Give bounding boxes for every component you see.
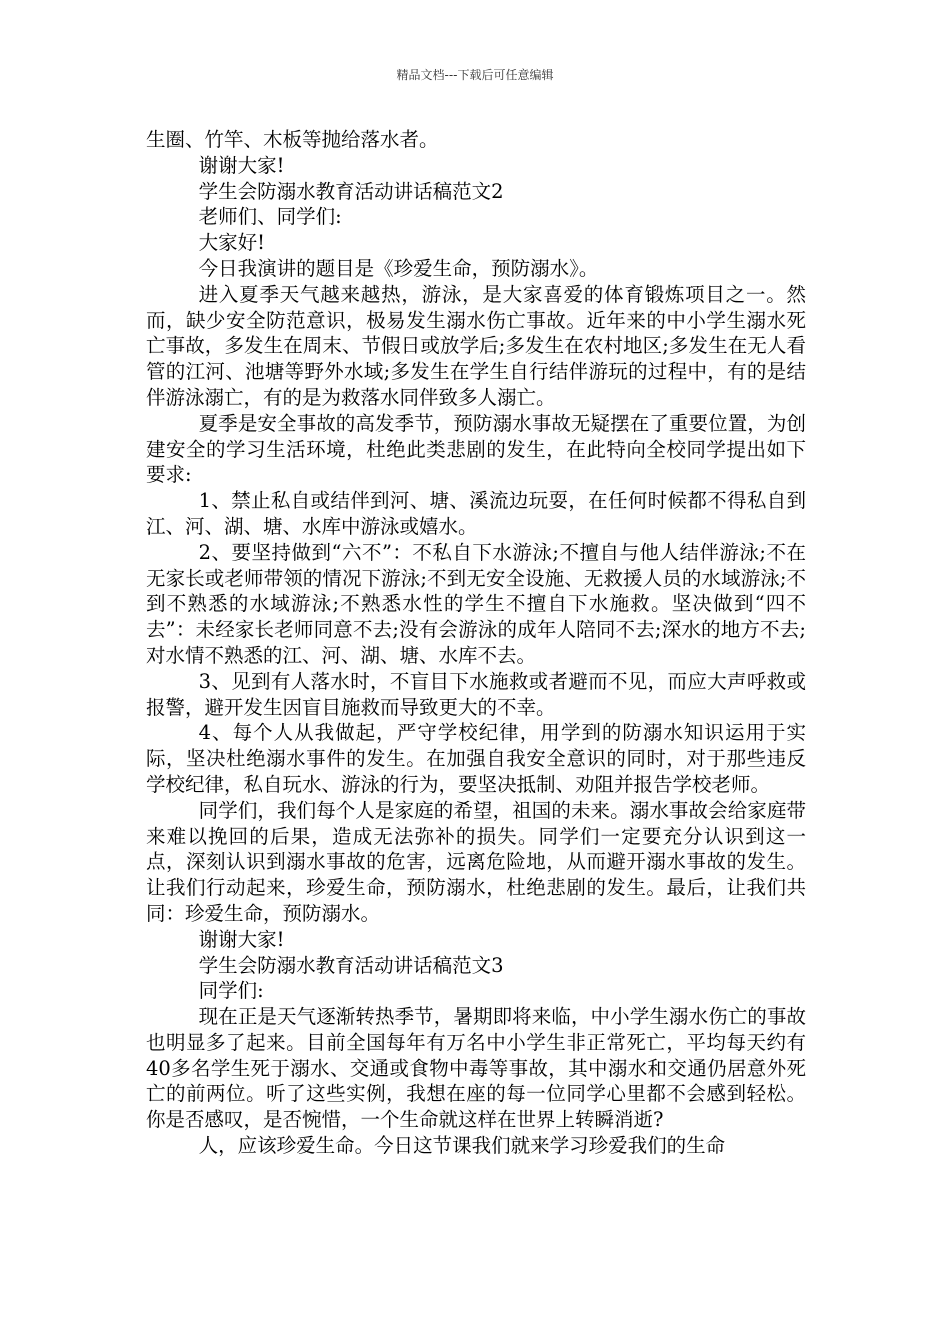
page-header: 精品文档---下载后可任意编辑 (396, 68, 554, 82)
paragraph-requirements-intro: 夏季是安全事故的高发季节，预防溺水事故无疑摆在了重要位置，为创建安全的学习生活环境，杜绝此类悲剧的发生，在此特向全校同学提出如下要求: (146, 411, 806, 487)
requirement-2: 2、要坚持做到“六不”：不私自下水游泳;不擅自与他人结伴游泳;不在无家长或老师带领的情况下游泳;不到无安全设施、无救援人员的水域游泳;不到不熟悉的水域游泳;不熟悉水性的学生不擅自下水施救。坚决做到“四不去”：未经家长老师同意不去;没有会游泳的成年人陪同不去;深水的地方不去;对水情不熟悉的江、河、湖、塘、水库不去。 (146, 540, 806, 667)
section-title-2: 学生会防溺水教育活动讲话稿范文2 (198, 179, 504, 203)
requirement-4: 4、每个人从我做起，严守学校纪律，用学到的防溺水知识运用于实际，坚决杜绝溺水事件的发生。在加强自我安全意识的同时，对于那些违反学校纪律，私自玩水、游泳的行为，要坚决抵制、劝阻并报告学校老师。 (146, 721, 806, 796)
speech-topic: 今日我演讲的题目是《珍爱生命，预防溺水》。 (198, 256, 599, 280)
paragraph-cherish-life: 人，应该珍爱生命。今日这节课我们就来学习珍爱我们的生命 (198, 1134, 726, 1158)
section-title-3: 学生会防溺水教育活动讲话稿范文3 (198, 953, 504, 977)
requirement-1: 1、禁止私自或结伴到河、塘、溪流边玩耍，在任何时候都不得私自到江、河、湖、塘、水库中游泳或嬉水。 (146, 489, 806, 538)
greeting-audience: 老师们、同学们: (198, 205, 342, 229)
paragraph-statistics: 现在正是天气逐渐转热季节，暑期即将来临，中小学生溺水伤亡的事故也明显多了起来。目前全国每年有万名中小学生非正常死亡，平均每天约有40多名学生死于溺水、交通或食物中毒等事故，其中溺水和交通仍居意外死亡的前两位。听了这些实例，我想在座的每一位同学心里都不会感到轻松。你是否感叹，是否惋惜，一个生命就这样在世界上转瞬消逝? (146, 1005, 806, 1132)
closing-thanks: 谢谢大家! (198, 153, 285, 177)
requirement-3: 3、见到有人落水时，不盲目下水施救或者避而不见，而应大声呼救或报警，避开发生因盲目施救而导致更大的不幸。 (146, 669, 806, 719)
paragraph-intro: 进入夏季天气越来越热，游泳，是大家喜爱的体育锻炼项目之一。然而，缺少安全防范意识，极易发生溺水伤亡事故。近年来的中小学生溺水死亡事故，多发生在周末、节假日或放学后;多发生在农村地区;多发生在无人看管的江河、池塘等野外水域;多发生在学生自行结伴游玩的过程中，有的是结伴游泳溺亡，有的是为救落水同伴致多人溺亡。 (146, 282, 806, 409)
greeting-students: 同学们: (198, 979, 264, 1003)
closing-thanks-2: 谢谢大家! (198, 927, 285, 951)
paragraph-continuation: 生圈、竹竿、木板等抛给落水者。 (146, 128, 439, 151)
paragraph-conclusion: 同学们，我们每个人是家庭的希望，祖国的未来。溺水事故会给家庭带来难以挽回的后果，造成无法弥补的损失。同学们一定要充分认识到这一点，深刻认识到溺水事故的危害，远离危险地，从而避开溺水事故的发生。让我们行动起来，珍爱生命，预防溺水，杜绝悲剧的发生。最后，让我们共同：珍爱生命，预防溺水。 (146, 798, 806, 925)
greeting-hello: 大家好! (198, 231, 265, 255)
document-body (146, 127, 806, 1159)
